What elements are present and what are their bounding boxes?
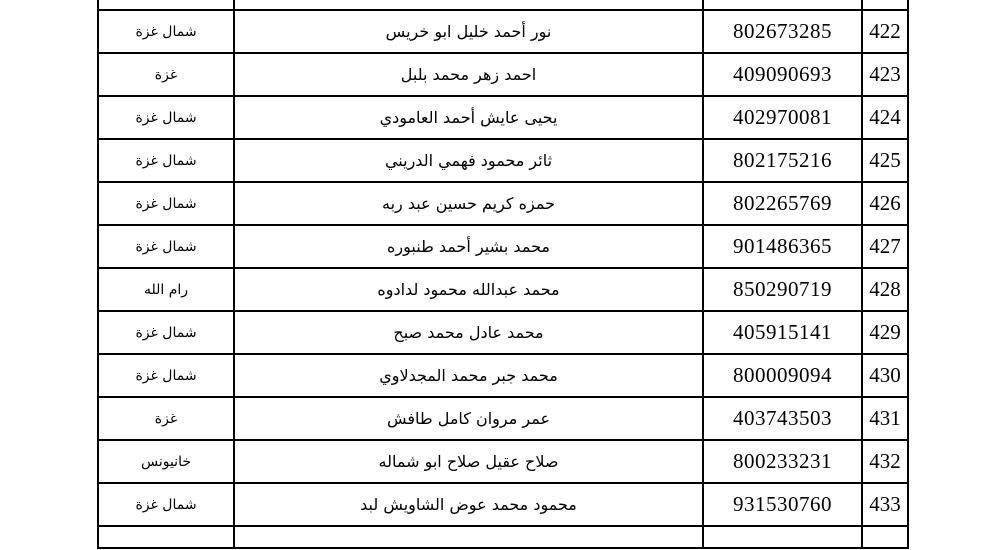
- name-cell: حمزه كريم حسين عبد ربه: [234, 182, 703, 225]
- area-cell: شمال غزة: [98, 483, 234, 526]
- area-cell: شمال غزة: [98, 225, 234, 268]
- area-cell: شمال غزة: [98, 311, 234, 354]
- area-cell: شمال غزة: [98, 139, 234, 182]
- id-cell: 800009094: [703, 354, 862, 397]
- number-cell: 427: [862, 225, 908, 268]
- table-row: [98, 268, 908, 311]
- area-cell: [98, 0, 234, 10]
- table-row: [98, 139, 908, 182]
- name-cell: [234, 0, 703, 10]
- empty-cell: [862, 526, 908, 548]
- number-cell: 432: [862, 440, 908, 483]
- names-table: [97, 0, 909, 549]
- name-cell: احمد زهر محمد بلبل: [234, 53, 703, 96]
- number-cell: 423: [862, 53, 908, 96]
- name-cell: محمد بشير أحمد طنبوره: [234, 225, 703, 268]
- number-cell: 426: [862, 182, 908, 225]
- name-cell: نور أحمد خليل ابو خريس: [234, 10, 703, 53]
- number-cell: 425: [862, 139, 908, 182]
- area-cell: رام الله: [98, 268, 234, 311]
- id-cell: 402970081: [703, 96, 862, 139]
- table-row: [98, 182, 908, 225]
- id-cell: 409090693: [703, 53, 862, 96]
- number-cell: 429: [862, 311, 908, 354]
- name-cell: محمد عادل محمد صبح: [234, 311, 703, 354]
- id-cell: 802265769: [703, 182, 862, 225]
- id-cell: 931530760: [703, 483, 862, 526]
- area-cell: شمال غزة: [98, 354, 234, 397]
- id-cell: 800233231: [703, 440, 862, 483]
- id-cell: 802673285: [703, 10, 862, 53]
- name-cell: محمد عبدالله محمود لدادوه: [234, 268, 703, 311]
- id-cell: [703, 0, 862, 10]
- empty-cell: [98, 526, 234, 548]
- name-cell: محمد جبر محمد المجدلاوي: [234, 354, 703, 397]
- number-cell: 430: [862, 354, 908, 397]
- table-row: [98, 53, 908, 96]
- id-cell: 405915141: [703, 311, 862, 354]
- area-cell: شمال غزة: [98, 10, 234, 53]
- table-row: [98, 225, 908, 268]
- area-cell: خانيونس: [98, 440, 234, 483]
- table-row: [98, 10, 908, 53]
- id-cell: 850290719: [703, 268, 862, 311]
- table-row: [98, 397, 908, 440]
- id-cell: 403743503: [703, 397, 862, 440]
- table-row-partial-top: [98, 0, 908, 10]
- name-cell: محمود محمد عوض الشاويش لبد: [234, 483, 703, 526]
- area-cell: شمال غزة: [98, 182, 234, 225]
- name-cell: ثائر محمود فهمي الدريني: [234, 139, 703, 182]
- number-cell: 424: [862, 96, 908, 139]
- area-cell: غزة: [98, 397, 234, 440]
- number-cell: 422: [862, 10, 908, 53]
- number-cell: 428: [862, 268, 908, 311]
- name-cell: عمر مروان كامل طافش: [234, 397, 703, 440]
- id-cell: 901486365: [703, 225, 862, 268]
- name-cell: يحيى عايش أحمد العامودي: [234, 96, 703, 139]
- table-row: [98, 354, 908, 397]
- table-row: [98, 96, 908, 139]
- table-row: [98, 440, 908, 483]
- names-table-body: [98, 0, 908, 548]
- area-cell: غزة: [98, 53, 234, 96]
- area-cell: شمال غزة: [98, 96, 234, 139]
- empty-cell: [234, 526, 703, 548]
- number-cell: 431: [862, 397, 908, 440]
- number-cell: 433: [862, 483, 908, 526]
- number-cell: [862, 0, 908, 10]
- name-cell: صلاح عقيل صلاح ابو شماله: [234, 440, 703, 483]
- table-row-partial-bottom: [98, 526, 908, 548]
- table-row: [98, 311, 908, 354]
- table-row: [98, 483, 908, 526]
- empty-cell: [703, 526, 862, 548]
- id-cell: 802175216: [703, 139, 862, 182]
